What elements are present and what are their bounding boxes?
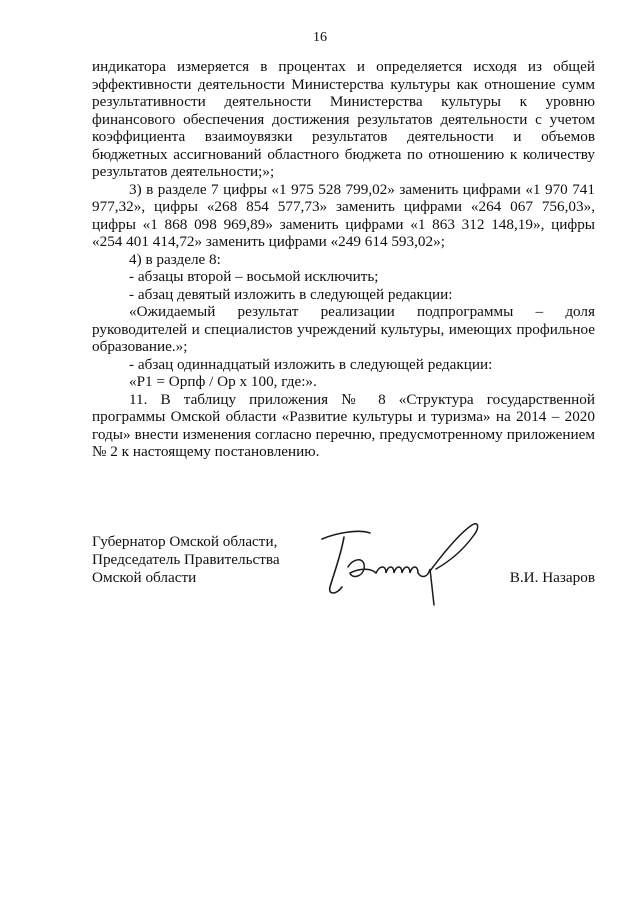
paragraph-delete-abstracts: - абзацы второй – восьмой исключить; (129, 268, 379, 285)
paragraph-expected-result: «Ожидаемый результат реализации подпрограммы – доля руководителей и специалистов учреждений культуры, имеющих профильное образование.»; (92, 303, 595, 355)
paragraph-section-7-amendment: 3) в разделе 7 цифры «1 975 528 799,02» заменить цифрами «1 970 741 977,32», цифры «268 854 577,73» заменить цифрами «264 067 756,03», цифры «1 868 098 969,89» заменить цифрами «1 863 312 148,19», цифры «254 401 414,72» заменить цифрами «249 614 593,02»; (92, 180, 595, 250)
signature-block (92, 533, 595, 613)
paragraph-section-8-heading: 4) в разделе 8: (129, 250, 221, 268)
paragraph-item-11: 11. В таблицу приложения № 8 «Структура государственной программы Омской области «Развитие культуры и туризма» на 2014 – 2020 годы» внести изменения согласно перечню, предусмотренному приложением № 2 к настоящему постановлению. (92, 390, 595, 460)
signatory-title-line: Председатель Правительства (92, 551, 280, 568)
signatory-title-line: Губернатор Омской области, (92, 533, 278, 550)
signatory-title-line: Омской области (92, 569, 197, 586)
signatory-name: В.И. Назаров (509, 569, 595, 586)
paragraph-indicator-continuation: индикатора измеряется в процентах и определяется исходя из общей эффективности деятельности Министерства культуры как отношение сумм результативности деятельности Министерства культуры к уровню финансового обеспечения достижения результатов деятельности с учетом коэффициента взаимоувязки результатов деятельности и объемов бюджетных ассигнований областного бюджета по отношению к количеству результатов деятельности;»; (92, 58, 595, 180)
document-body (92, 58, 595, 461)
handwritten-signature (314, 515, 484, 607)
signatory-title (92, 533, 280, 587)
paragraph-ninth-abstract: - абзац девятый изложить в следующей редакции: (129, 285, 453, 303)
page-number: 16 (313, 30, 327, 45)
paragraph-eleventh-abstract: - абзац одиннадцатый изложить в следующей редакции: (129, 355, 493, 373)
paragraph-formula: «P1 = Орпф / Ор x 100, где:». (129, 373, 317, 390)
